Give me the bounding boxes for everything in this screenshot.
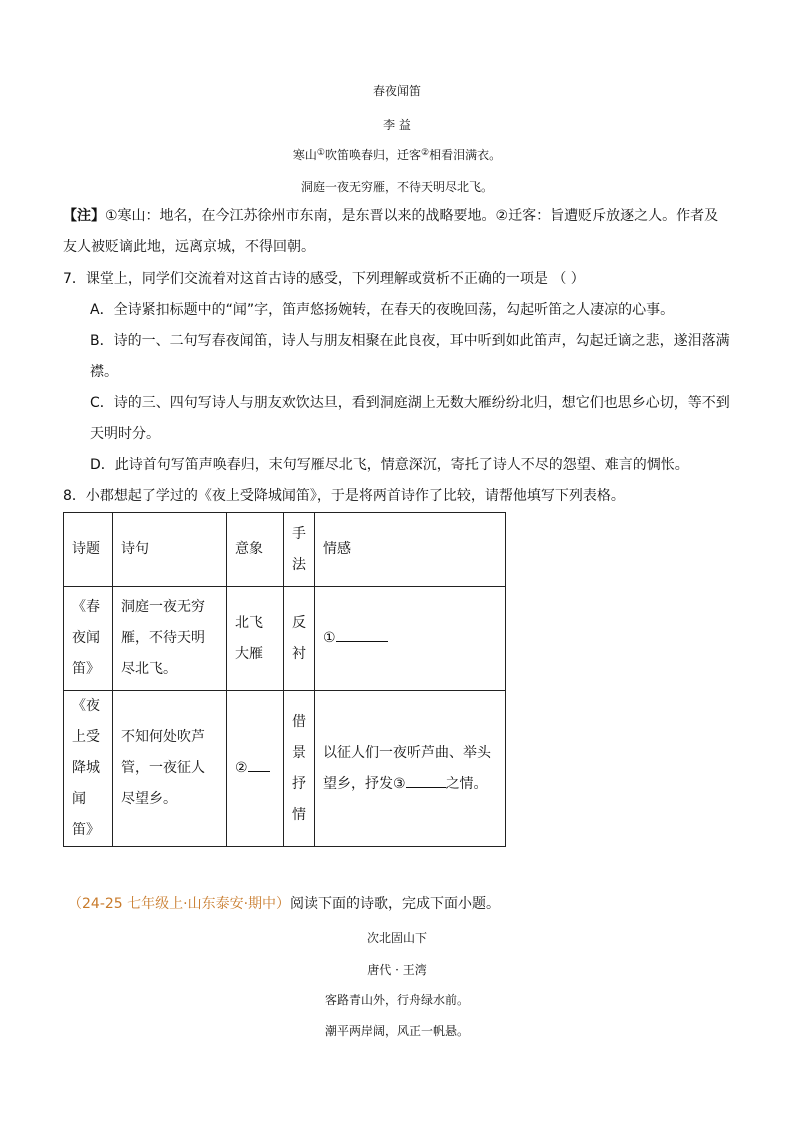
blank-number-1: ① bbox=[323, 630, 336, 646]
cell-emotion bbox=[315, 691, 506, 847]
answer-blank-3[interactable] bbox=[406, 773, 446, 788]
cell-verse: 不知何处吹芦管，一夜征人尽望乡。 bbox=[113, 691, 227, 847]
header-method: 手法 bbox=[284, 513, 315, 587]
poem-author: 李 益 bbox=[383, 118, 411, 132]
header-verse: 诗句 bbox=[113, 513, 227, 587]
answer-blank-1[interactable] bbox=[336, 627, 388, 642]
answer-blank-2[interactable] bbox=[248, 757, 270, 772]
comparison-table bbox=[63, 512, 506, 847]
table-header-row bbox=[64, 513, 506, 587]
table-row bbox=[64, 691, 506, 847]
cell-poem-title: 《夜上受降城闻笛》 bbox=[64, 691, 113, 847]
cell-image: 北飞大雁 bbox=[227, 587, 284, 691]
emotion-text-a: 以征人们一夜听芦曲、举头望乡，抒发③ bbox=[323, 744, 491, 792]
table-row bbox=[64, 587, 506, 691]
question-7-option-c: C．诗的三、四句写诗人与朋友欢饮达旦，看到洞庭湖上无数大雁纷纷北归，想它们也思乡心切，等不到天明时分。 bbox=[90, 395, 730, 442]
note-label: 【注】 bbox=[63, 208, 105, 224]
cell-verse: 洞庭一夜无穷雁，不待天明尽北飞。 bbox=[113, 587, 227, 691]
question-7-option-a: A．全诗紧扣标题中的“闻”字，笛声悠扬婉转，在春天的夜晚回荡，勾起听笛之人凄凉的心事。 bbox=[90, 302, 675, 318]
poem2-title: 次北固山下 bbox=[366, 931, 427, 945]
poem-line-1-part-a: 寒山 bbox=[292, 148, 317, 162]
header-emotion: 情感 bbox=[315, 513, 506, 587]
emotion-text-b: 之情。 bbox=[445, 775, 488, 792]
poem2-line-1: 客路青山外，行舟绿水前。 bbox=[324, 993, 469, 1007]
cell-method: 借景抒情 bbox=[284, 691, 315, 847]
question-7-stem: 7．课堂上，同学们交流着对这首古诗的感受，下列理解或赏析不正确的一项是 （ ） bbox=[63, 271, 585, 287]
cell-method: 反衬 bbox=[284, 587, 315, 691]
question-7-option-d: D．此诗首句写笛声唤春归，末句写雁尽北飞，情意深沉，寄托了诗人不尽的怨望、难言的惆怅。 bbox=[90, 457, 689, 473]
blank-number-2: ② bbox=[235, 760, 248, 776]
question-8-stem: 8．小郡想起了学过的《夜上受降城闻笛》，于是将两首诗作了比较，请帮他填写下列表格。 bbox=[63, 488, 625, 504]
source-tag: （24-25 七年级上·山东泰安·期中） bbox=[68, 896, 291, 912]
note-text: ①寒山：地名，在今江苏徐州市东南，是东晋以来的战略要地。②迁客：旨遭贬斥放逐之人。作者及友人被贬谪此地，远离京城，不得回朝。 bbox=[63, 208, 719, 255]
question-7-option-b: B．诗的一、二句写春夜闻笛，诗人与朋友相聚在此良夜，耳中听到如此笛声，勾起迁谪之悲，遂泪落满襟。 bbox=[90, 333, 730, 380]
poem-line-2: 洞庭一夜无穷雁，不待天明尽北飞。 bbox=[300, 180, 493, 194]
header-title: 诗题 bbox=[64, 513, 113, 587]
poem2-author: 唐代 · 王湾 bbox=[367, 963, 427, 977]
poem-title: 春夜闻笛 bbox=[372, 84, 421, 98]
header-image: 意象 bbox=[227, 513, 284, 587]
cell-emotion bbox=[315, 587, 506, 691]
cell-image bbox=[227, 691, 284, 847]
poem-line-1-part-c: 相看泪满衣。 bbox=[429, 148, 502, 162]
cell-poem-title: 《春夜闻笛》 bbox=[64, 587, 113, 691]
poem2-line-2: 潮平两岸阔，风正一帆悬。 bbox=[324, 1024, 469, 1038]
section-instruction: 阅读下面的诗歌，完成下面小题。 bbox=[290, 896, 501, 912]
annotation-note bbox=[63, 201, 728, 263]
section-header bbox=[68, 889, 733, 920]
note-marker-2: ② bbox=[421, 148, 430, 158]
poem-line-1-part-b: 吹笛唤春归，迁客 bbox=[324, 148, 421, 162]
note-marker-1: ① bbox=[316, 148, 325, 158]
poem-line-1 bbox=[0, 146, 794, 163]
